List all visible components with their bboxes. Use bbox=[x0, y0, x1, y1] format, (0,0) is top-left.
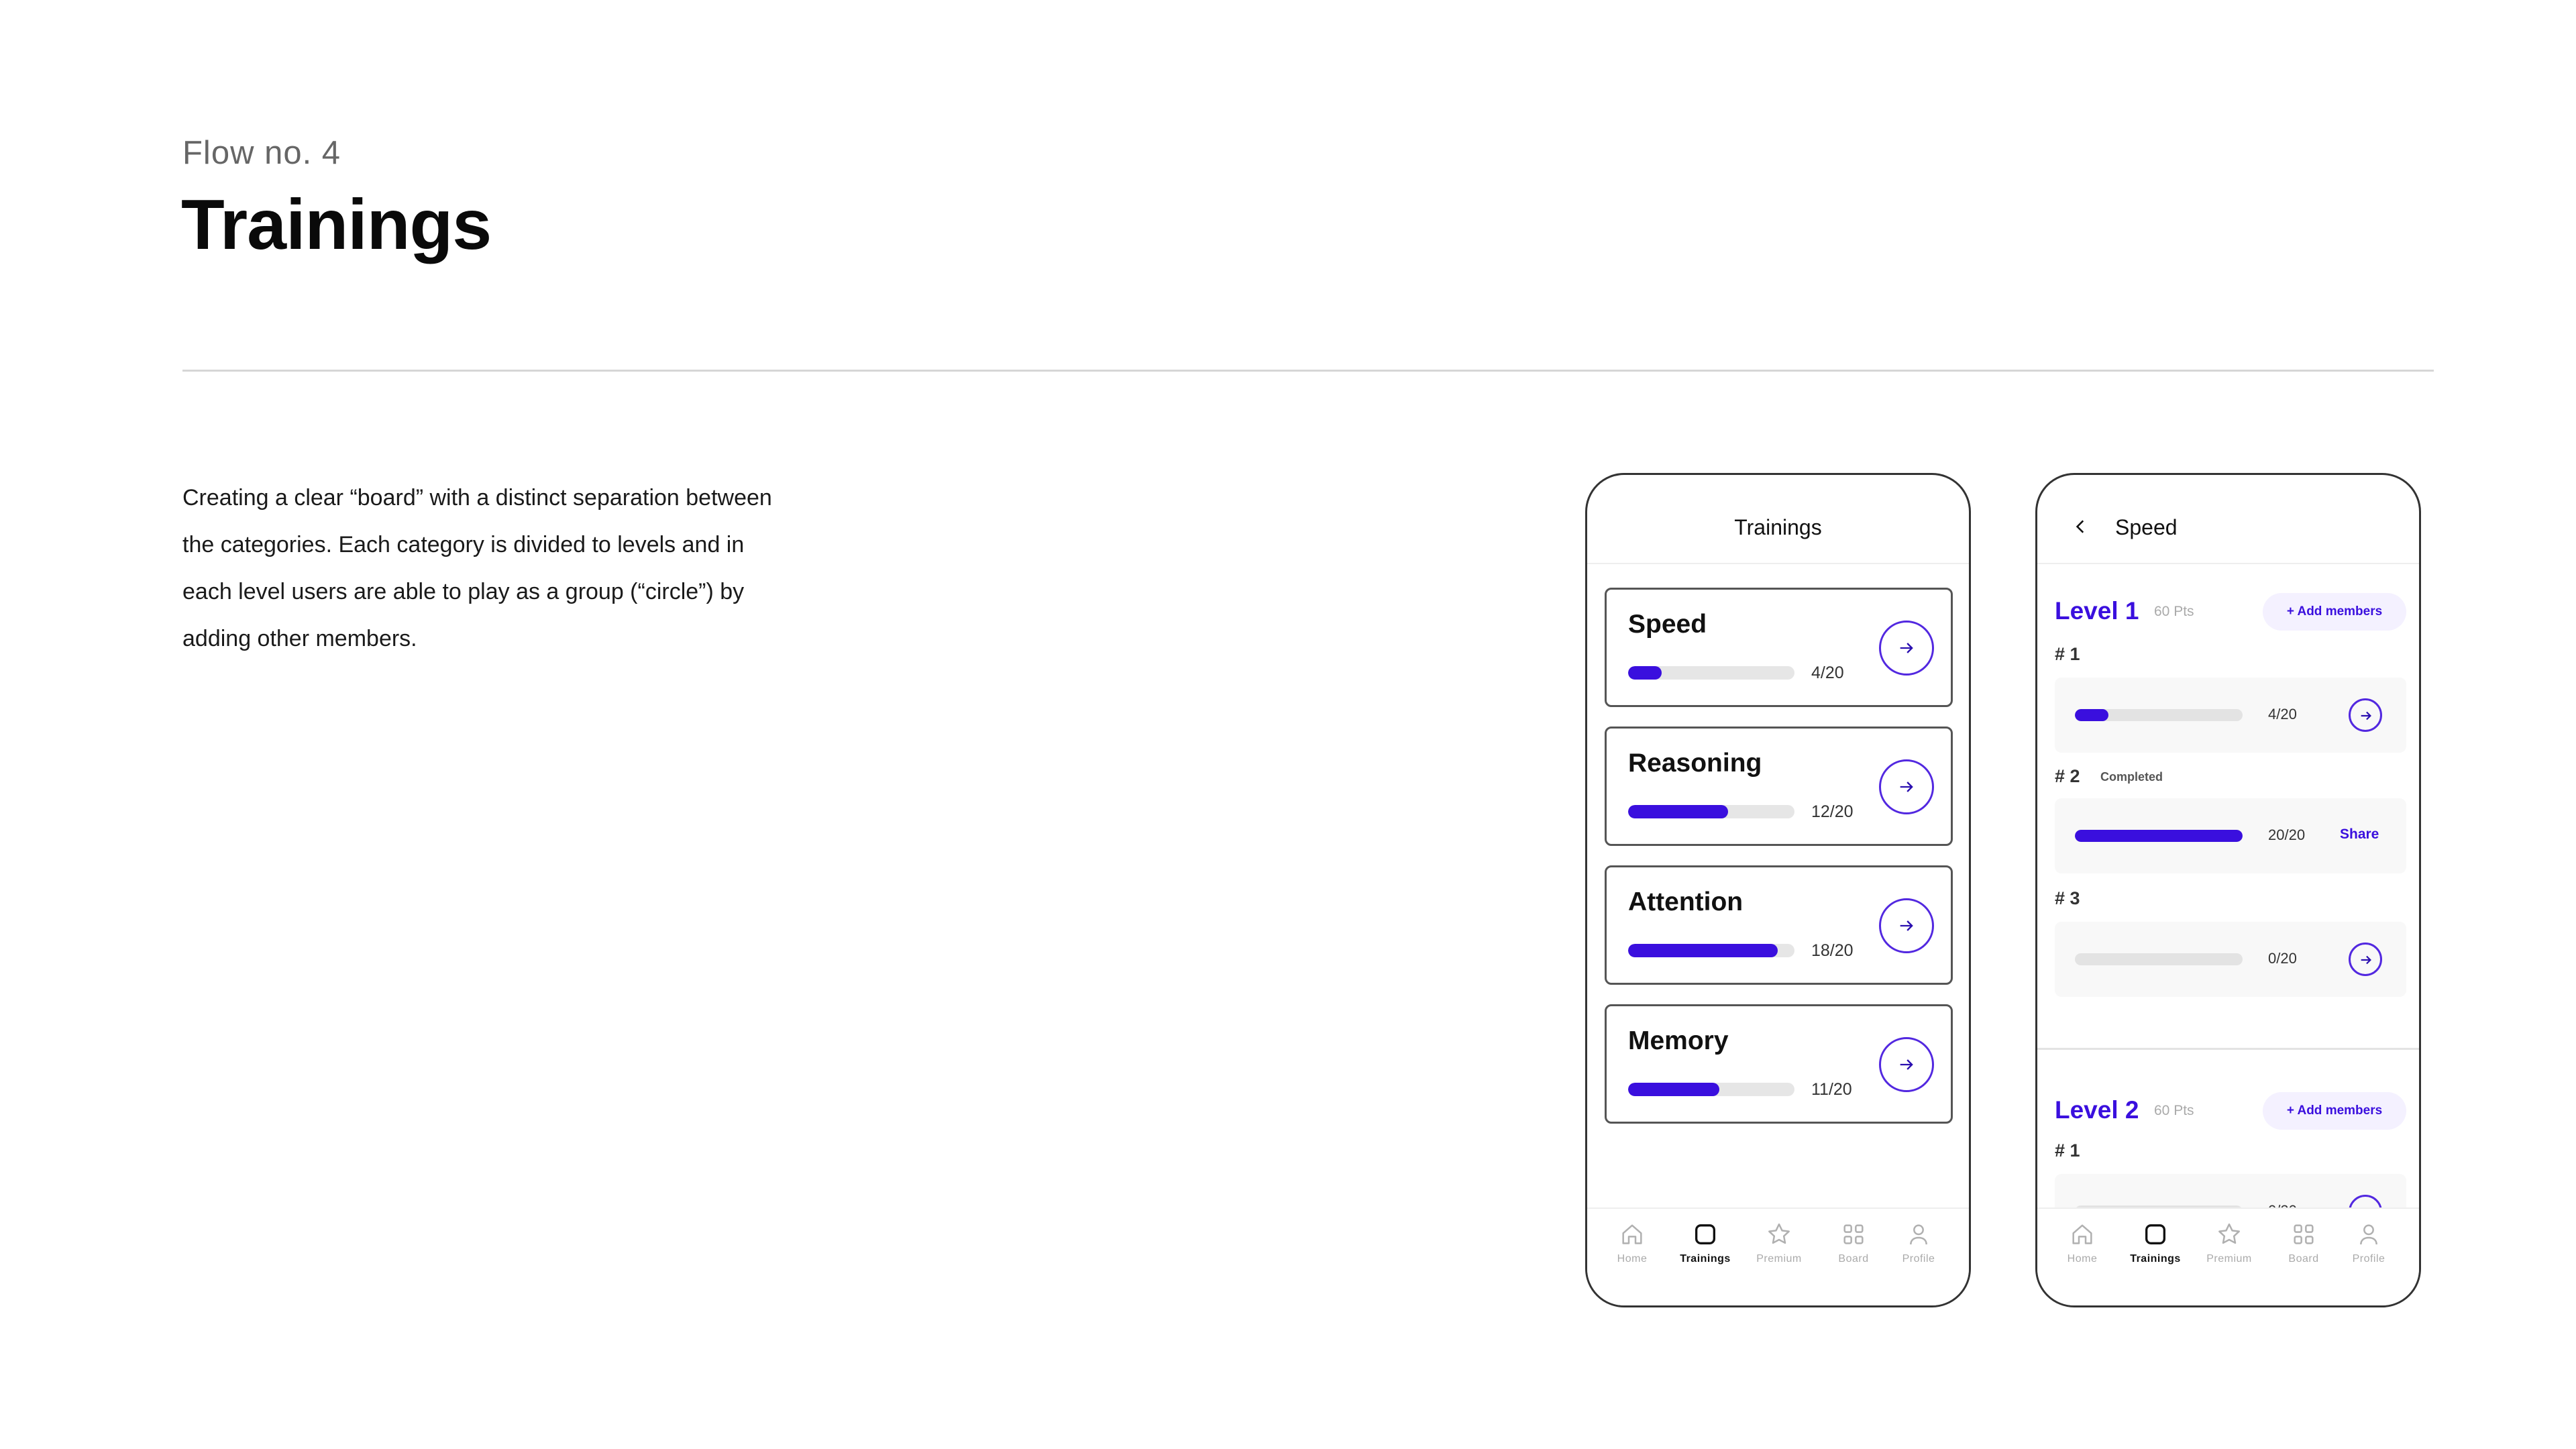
category-name: Reasoning bbox=[1628, 749, 1762, 777]
progress-fill bbox=[1628, 1083, 1719, 1096]
level-row bbox=[2055, 798, 2406, 873]
level-title: Level 2 bbox=[2055, 1096, 2139, 1124]
row-count: 0/20 bbox=[2268, 950, 2297, 967]
category-count: 12/20 bbox=[1811, 802, 1854, 821]
home-icon bbox=[2069, 1221, 2096, 1248]
star-icon bbox=[1766, 1221, 1792, 1248]
category-progress-bar bbox=[1628, 1083, 1794, 1096]
category-count: 11/20 bbox=[1811, 1080, 1852, 1099]
phone-trainings-screen bbox=[1585, 473, 1971, 1307]
category-card-attention[interactable] bbox=[1605, 865, 1953, 985]
tab-board[interactable] bbox=[2267, 1221, 2341, 1265]
category-card-reasoning[interactable] bbox=[1605, 727, 1953, 846]
row-number: # 1 bbox=[2055, 644, 2080, 664]
row-number: # 3 bbox=[2055, 888, 2080, 908]
progress-fill bbox=[1628, 805, 1728, 818]
tab-label: Profile bbox=[2352, 1253, 2385, 1265]
screen-header bbox=[2037, 475, 2419, 564]
back-chevron-icon[interactable] bbox=[2072, 518, 2090, 535]
bottom-tab-bar bbox=[2037, 1208, 2419, 1305]
tab-label: Home bbox=[1617, 1253, 1648, 1265]
category-progress-bar bbox=[1628, 666, 1794, 680]
tab-label: Profile bbox=[1902, 1253, 1935, 1265]
flow-subtitle: Flow no. 4 bbox=[182, 135, 341, 171]
tab-label: Board bbox=[1838, 1253, 1869, 1265]
row-count: 20/20 bbox=[2268, 826, 2306, 843]
tab-label: Board bbox=[2288, 1253, 2319, 1265]
tab-premium[interactable] bbox=[2192, 1221, 2266, 1265]
add-members-button[interactable]: + Add members bbox=[2263, 1092, 2406, 1130]
progress-fill bbox=[1628, 666, 1662, 680]
category-card-memory[interactable] bbox=[1605, 1004, 1953, 1124]
trainings-icon bbox=[2142, 1221, 2169, 1248]
category-count: 4/20 bbox=[1811, 663, 1844, 682]
arrow-right-icon[interactable] bbox=[1879, 1037, 1934, 1092]
progress-fill bbox=[2075, 709, 2108, 721]
arrow-right-icon[interactable] bbox=[1879, 759, 1934, 814]
divider bbox=[182, 370, 2434, 372]
level-points: 60 Pts bbox=[2154, 604, 2194, 619]
row-progress-bar bbox=[2075, 953, 2243, 965]
profile-icon bbox=[1905, 1221, 1932, 1248]
screen-title: Trainings bbox=[1734, 515, 1822, 539]
tab-label: Premium bbox=[1756, 1253, 1802, 1265]
row-progress-bar bbox=[2075, 709, 2243, 721]
level-points: 60 Pts bbox=[2154, 1103, 2194, 1118]
bottom-tab-bar bbox=[1587, 1208, 1969, 1305]
trainings-icon bbox=[1692, 1221, 1719, 1248]
category-card-speed[interactable] bbox=[1605, 588, 1953, 707]
tab-home[interactable] bbox=[2045, 1221, 2119, 1265]
star-icon bbox=[2216, 1221, 2243, 1248]
page-title: Trainings bbox=[181, 185, 492, 264]
level-title: Level 1 bbox=[2055, 597, 2139, 625]
progress-fill bbox=[1628, 944, 1778, 957]
phone-speed-screen bbox=[2035, 473, 2421, 1307]
row-number: # 2 bbox=[2055, 766, 2080, 786]
level-row bbox=[2055, 922, 2406, 997]
tab-label: Trainings bbox=[2130, 1253, 2181, 1265]
tab-profile[interactable] bbox=[2332, 1221, 2406, 1265]
tab-premium[interactable] bbox=[1742, 1221, 1816, 1265]
arrow-right-icon[interactable] bbox=[1879, 898, 1934, 953]
arrow-right-icon[interactable] bbox=[1879, 621, 1934, 676]
category-progress-bar bbox=[1628, 805, 1794, 818]
tab-profile[interactable] bbox=[1882, 1221, 1955, 1265]
home-icon bbox=[1619, 1221, 1646, 1248]
category-count: 18/20 bbox=[1811, 941, 1854, 960]
row-status: Completed bbox=[2100, 770, 2163, 784]
arrow-right-icon[interactable] bbox=[2349, 943, 2382, 976]
grid-icon bbox=[2290, 1221, 2317, 1248]
row-progress-bar bbox=[2075, 830, 2243, 842]
tab-label: Premium bbox=[2206, 1253, 2252, 1265]
profile-icon bbox=[2355, 1221, 2382, 1248]
category-name: Attention bbox=[1628, 888, 1743, 916]
tab-home[interactable] bbox=[1595, 1221, 1669, 1265]
category-progress-bar bbox=[1628, 944, 1794, 957]
tab-label: Home bbox=[2067, 1253, 2098, 1265]
grid-icon bbox=[1840, 1221, 1867, 1248]
progress-fill bbox=[2075, 830, 2243, 842]
category-name: Memory bbox=[1628, 1026, 1729, 1055]
tab-board[interactable] bbox=[1817, 1221, 1890, 1265]
screen-title: Speed bbox=[2115, 515, 2178, 539]
share-button[interactable]: Share bbox=[2340, 826, 2379, 842]
row-count: 4/20 bbox=[2268, 706, 2297, 722]
add-members-button[interactable]: + Add members bbox=[2263, 593, 2406, 631]
screen-header bbox=[1587, 475, 1969, 564]
tab-trainings[interactable] bbox=[2118, 1221, 2192, 1265]
row-number: # 1 bbox=[2055, 1140, 2080, 1161]
arrow-right-icon[interactable] bbox=[2349, 698, 2382, 732]
level-row bbox=[2055, 678, 2406, 753]
tab-trainings[interactable] bbox=[1668, 1221, 1742, 1265]
level-separator bbox=[2037, 1048, 2419, 1050]
flow-description: Creating a clear “board” with a distinct separation between the categories. Each category is divided to levels and in each level users are able to play as a group (“circle”) by adding other members. bbox=[182, 485, 772, 651]
category-name: Speed bbox=[1628, 610, 1707, 639]
tab-label: Trainings bbox=[1680, 1253, 1731, 1265]
